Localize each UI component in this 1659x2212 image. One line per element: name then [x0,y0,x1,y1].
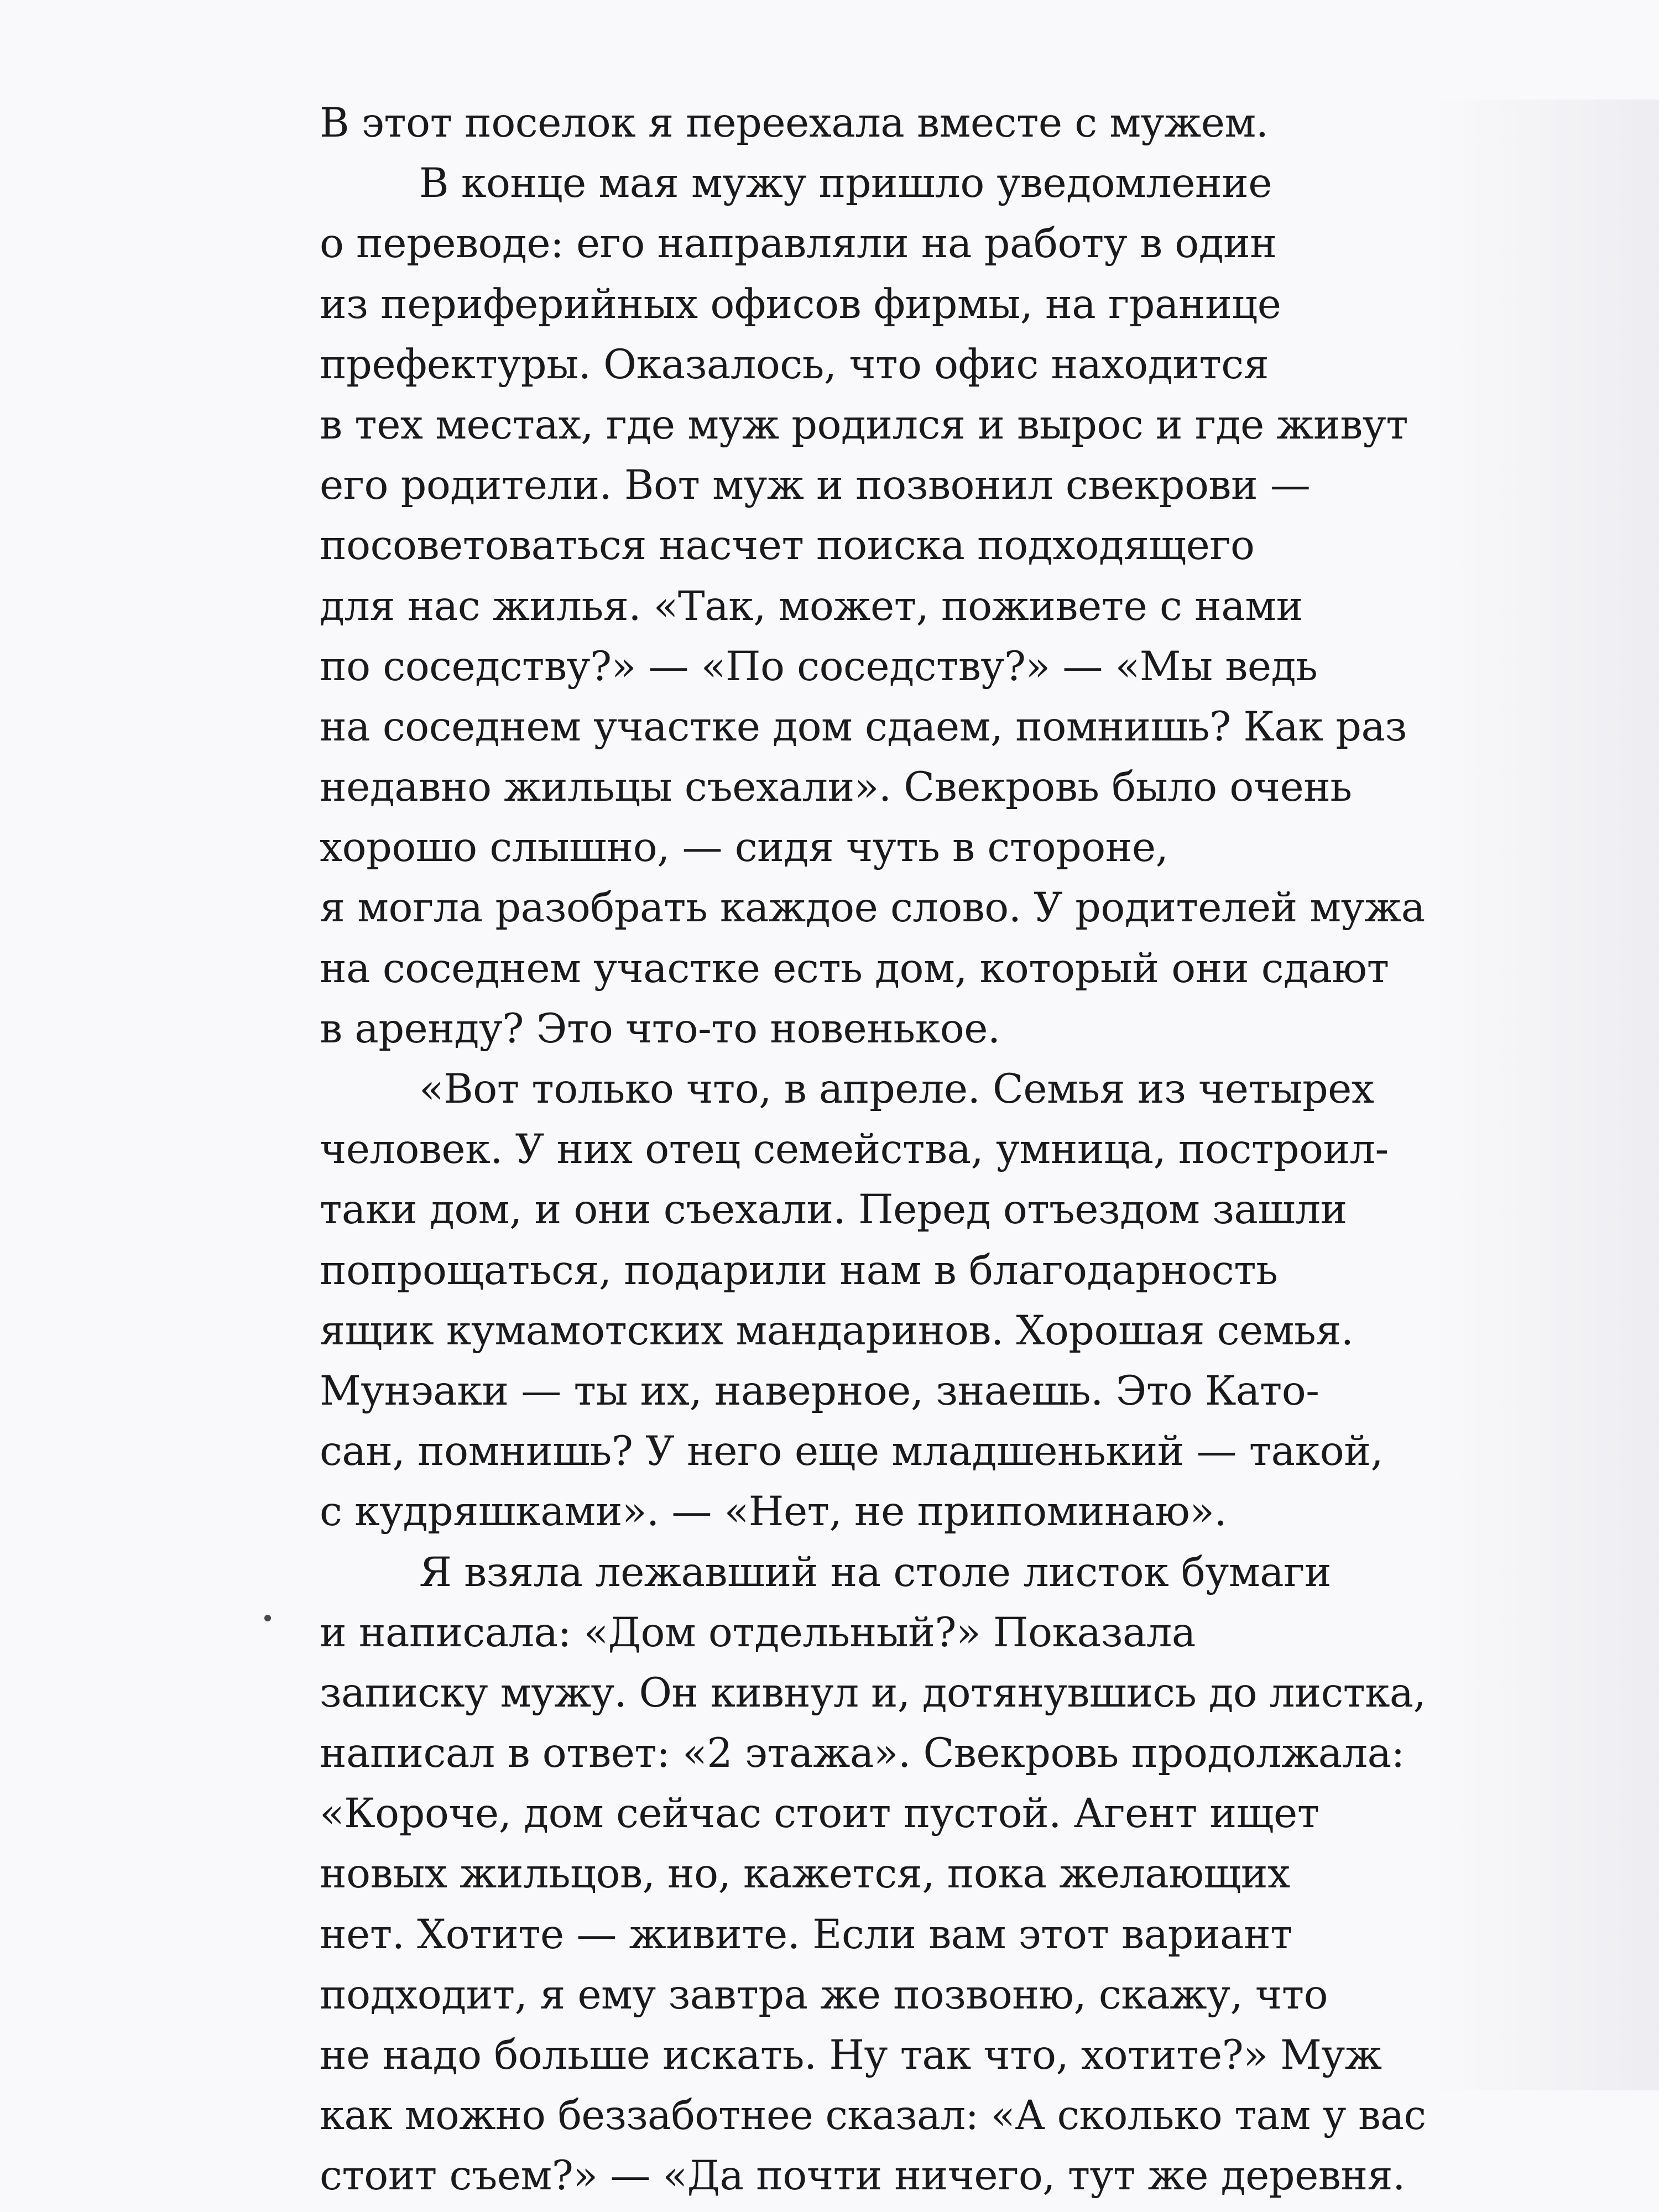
text-line: хорошо слышно, — сидя чуть в стороне, [320,824,1168,872]
text-line: на соседнем участке дом сдаем, помнишь? Как раз [320,703,1407,750]
text-line: стоит съем?» — «Да почти ничего, тут же деревня. [320,2152,1405,2200]
text-line: префектуры. Оказалось, что офис находится [320,341,1269,388]
text-line: нет. Хотите — живите. Если вам этот вариант [320,1911,1293,1958]
text-line: как можно беззаботнее сказал: «А сколько там у вас [320,2092,1426,2140]
text-line: недавно жильцы съехали». Свекровь было очень [320,764,1352,811]
text-line: «Вот только что, в апреле. Семья из четырех [419,1066,1374,1113]
text-line: человек. У них отец семейства, умница, построил- [320,1126,1389,1173]
text-line: в аренду? Это что-то новенькое. [320,1005,1000,1052]
text-line: в тех местах, где муж родился и вырос и где живут [320,401,1408,448]
text-line: написал в ответ: «2 этажа». Свекровь продолжала: [320,1730,1405,1777]
text-line: на соседнем участке есть дом, который они сдают [320,945,1389,992]
text-line: по соседству?» — «По соседству?» — «Мы ведь [320,643,1318,690]
text-line: и написала: «Дом отдельный?» Показала [320,1609,1196,1656]
text-line: записку мужу. Он кивнул и, дотянувшись до листка, [320,1669,1426,1717]
text-line: сан, помнишь? У него еще младшенький — такой, [320,1428,1384,1475]
text-line: его родители. Вот муж и позвонил свекрови — [320,462,1311,509]
paper-speck [264,1615,271,1621]
text-line: подходит, я ему завтра же позвоню, скажу, что [320,1971,1328,2018]
text-line: Я взяла лежавший на столе листок бумаги [419,1548,1332,1596]
text-line: из периферийных офисов фирмы, на границе [320,280,1281,328]
text-line: попрощаться, подарили нам в благодарность [320,1246,1278,1294]
text-line: Мунэаки — ты их, наверное, знаешь. Это Като- [320,1367,1319,1415]
text-line: В конце мая мужу пришло уведомление [419,160,1272,207]
text-line: о переводе: его направляли на работу в один [320,220,1277,268]
text-line: В этот поселок я переехала вместе с мужем. [320,100,1269,147]
text-line: для нас жилья. «Так, может, поживете с нами [320,582,1303,630]
text-line: ящик кумамотских мандаринов. Хорошая семья. [320,1307,1354,1354]
text-line: «Короче, дом сейчас стоит пустой. Агент ищет [320,1790,1319,1838]
text-line: я могла разобрать каждое слово. У родителей мужа [320,884,1425,932]
text-line: не надо больше искать. Ну так что, хотите?» Муж [320,2032,1382,2079]
text-line: новых жильцов, но, кажется, пока желающих [320,1850,1290,1898]
text-line: таки дом, и они съехали. Перед отъездом зашли [320,1186,1347,1234]
text-line: с кудряшками». — «Нет, не припоминаю». [320,1488,1227,1536]
facing-page-bleed [1432,100,1659,2090]
body-text [320,93,1426,2206]
text-line: посоветоваться насчет поиска подходящего [320,522,1255,570]
